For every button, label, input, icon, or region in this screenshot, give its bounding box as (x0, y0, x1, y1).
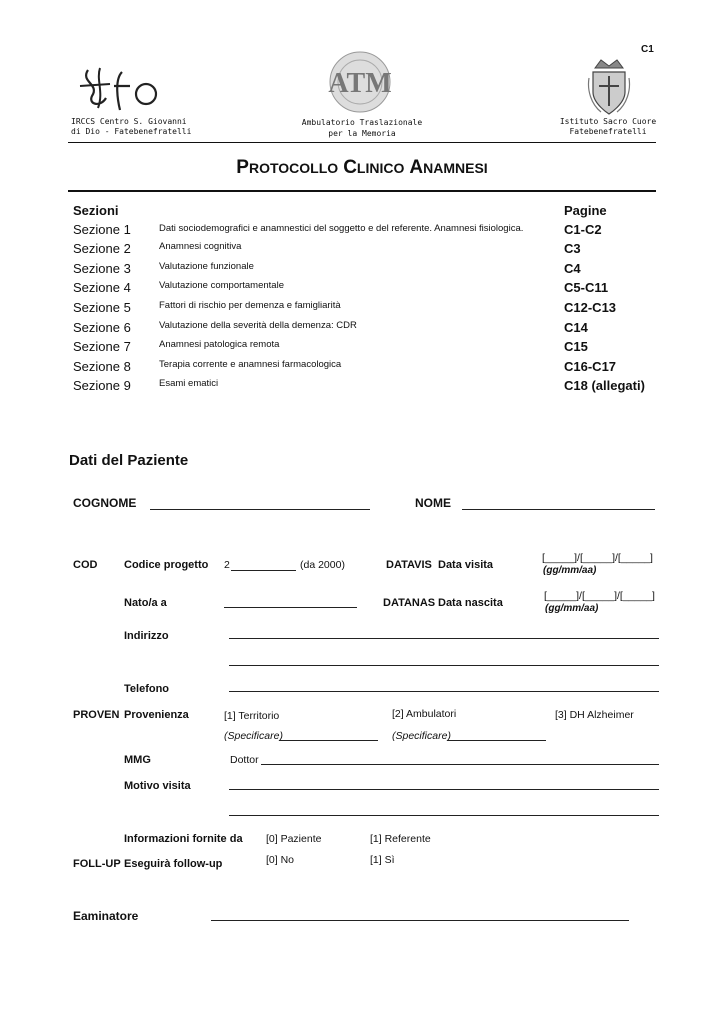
prov-option-dh-alzheimer[interactable]: [3] DH Alzheimer (555, 709, 634, 721)
title-divider (68, 190, 656, 192)
datanas-code: DATANAS (383, 597, 436, 609)
data-nascita-field[interactable]: [_____]/[_____]/[_____] (544, 590, 655, 602)
prov-option-territorio[interactable]: [1] Territorio (224, 710, 280, 722)
data-visita-format: (gg/mm/aa) (543, 565, 597, 576)
nome-label: NOME (415, 496, 451, 510)
codice-suffix: (da 2000) (300, 559, 345, 571)
indirizzo-label: Indirizzo (124, 630, 169, 642)
dottor-label: Dottor (230, 754, 259, 766)
codice-progetto-field[interactable] (231, 570, 296, 571)
data-visita-label: Data visita (438, 559, 494, 571)
data-nascita-label: Data nascita (438, 597, 503, 609)
prov-option-ambulatori[interactable]: [2] Ambulatori (392, 708, 457, 720)
informazioni-label: Informazioni fornite da (124, 833, 243, 845)
codice-progetto-label: Codice progetto (124, 559, 209, 571)
nome-field[interactable] (462, 509, 655, 510)
eaminatore-field[interactable] (211, 920, 629, 921)
specificare-label-1: (Specificare) (224, 730, 283, 742)
eaminatore-label: Eaminatore (73, 909, 139, 923)
cognome-field[interactable] (150, 509, 370, 510)
header-divider (68, 142, 656, 143)
fbf-logo-icon (70, 62, 180, 114)
crest-icon (587, 58, 631, 118)
center-logo (318, 46, 402, 116)
page-code: C1 (641, 44, 654, 55)
sections-header: Sezioni (73, 203, 119, 218)
atm-logo-icon (318, 46, 402, 116)
follup-code: FOLL-UP (73, 858, 121, 870)
left-org-name: IRCCS Centro S. Giovanni di Dio - Fatebenefratelli (71, 117, 192, 136)
info-option-paziente[interactable]: [0] Paziente (266, 833, 322, 845)
codice-prefix: 2 (224, 559, 230, 571)
cognome-label: COGNOME (73, 496, 137, 510)
right-org-name: Istituto Sacro Cuore Fatebenefratelli (559, 117, 657, 136)
indirizzo-field-2[interactable] (229, 665, 659, 666)
mmg-label: MMG (124, 754, 151, 766)
mmg-field[interactable] (261, 764, 659, 765)
nato-a-label: Nato/a a (124, 597, 167, 609)
specificare-field-2[interactable] (447, 740, 546, 741)
datavis-code: DATAVIS (386, 559, 432, 571)
right-logo (587, 58, 631, 118)
cod-code: COD (73, 559, 98, 571)
page-title: PROTOCOLLO CLINICO ANAMNESI (236, 157, 488, 178)
specificare-field-1[interactable] (279, 740, 378, 741)
info-option-referente[interactable]: [1] Referente (370, 833, 431, 845)
nato-a-field[interactable] (224, 607, 357, 608)
proven-code: PROVEN (73, 709, 120, 721)
data-nascita-format: (gg/mm/aa) (545, 603, 599, 614)
telefono-label: Telefono (124, 683, 170, 695)
center-org-name: Ambulatorio Traslazionale per la Memoria (301, 118, 423, 138)
motivo-visita-label: Motivo visita (124, 780, 191, 792)
data-visita-field[interactable]: [_____]/[_____]/[_____] (542, 552, 653, 564)
patient-heading: Dati del Paziente (69, 452, 189, 469)
provenienza-label: Provenienza (124, 709, 189, 721)
left-logo (70, 62, 200, 122)
follow-up-label: Eseguirà follow-up (124, 858, 223, 870)
follow-up-option-si[interactable]: [1] Sì (370, 854, 395, 866)
motivo-visita-field-2[interactable] (229, 815, 659, 816)
telefono-field[interactable] (229, 691, 659, 692)
motivo-visita-field[interactable] (229, 789, 659, 790)
indirizzo-field[interactable] (229, 638, 659, 639)
follow-up-option-no[interactable]: [0] No (266, 854, 295, 866)
specificare-label-2: (Specificare) (392, 730, 451, 742)
pages-header: Pagine (564, 203, 607, 218)
svg-text:ATM: ATM (328, 68, 392, 99)
